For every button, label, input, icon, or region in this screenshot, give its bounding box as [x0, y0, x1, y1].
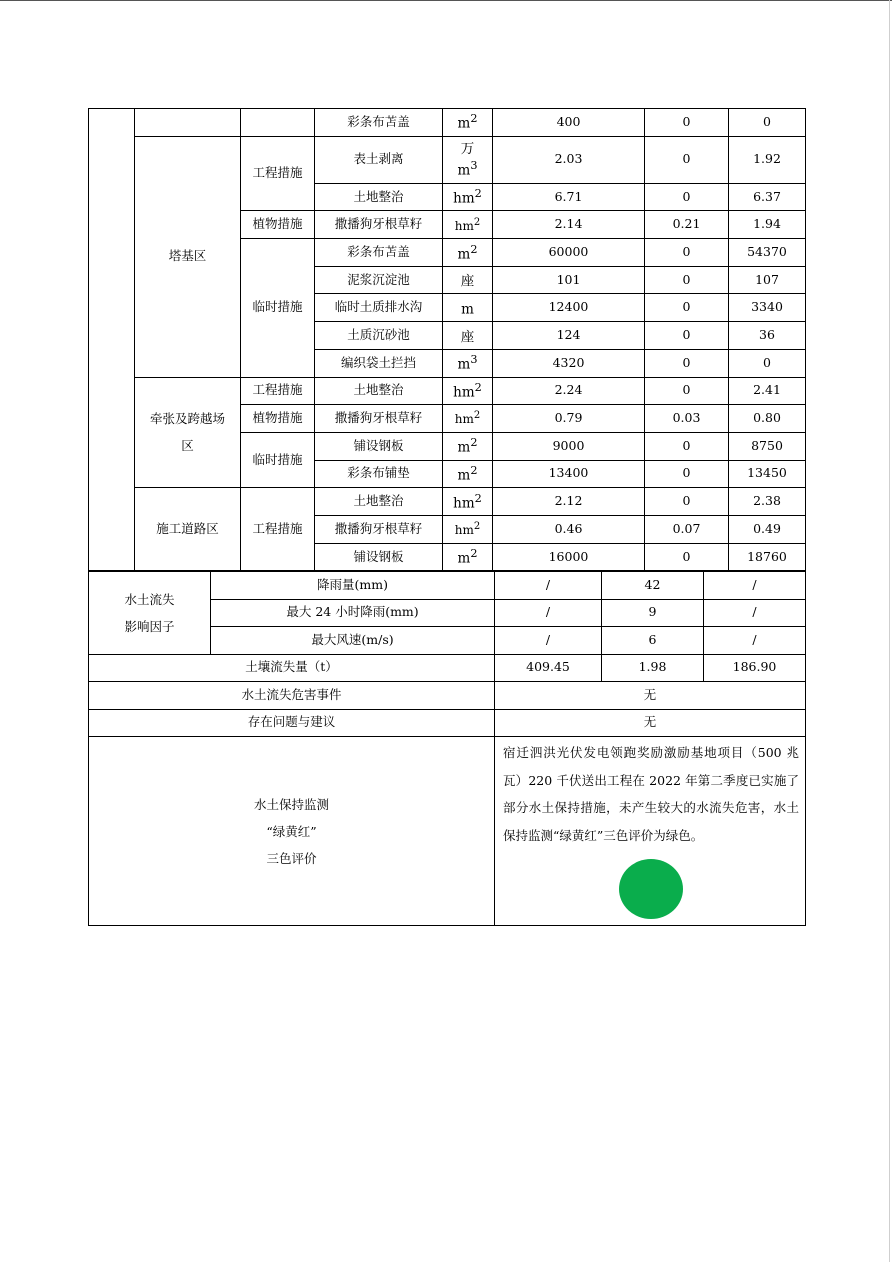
planned-value: 0.79 — [493, 405, 645, 433]
unit: $m^2$ — [443, 460, 493, 488]
cumulative-value: 1.92 — [729, 136, 806, 183]
issues-value: 无 — [495, 709, 806, 737]
monitoring-evaluation — [495, 737, 806, 926]
factor-value: / — [495, 572, 602, 600]
quarter-value: 0 — [645, 183, 729, 211]
measure-name: 土地整治 — [315, 377, 443, 405]
unit: $m^2$ — [443, 109, 493, 137]
monitoring-text: 宿迁泗洪光伏发电领跑奖励激励基地项目（500 兆瓦）220 千伏送出工程在 2022 年第二季度已实施了部分水土保持措施，未产生较大的水流失危害，水土保持监测“绿黄红”三色评价为绿色。 — [503, 745, 799, 843]
table-row — [89, 109, 806, 137]
unit: $hm^2$ — [443, 211, 493, 239]
monitoring-label: 水土保持监测 “绿黄红” 三色评价 — [89, 737, 495, 926]
soil-loss-value: 1.98 — [602, 654, 704, 682]
unit: $hm^2$ — [443, 515, 493, 543]
cumulative-value: 2.41 — [729, 377, 806, 405]
hazard-value: 无 — [495, 682, 806, 710]
issues-label: 存在问题与建议 — [89, 709, 495, 737]
factor-name: 降雨量(mm) — [211, 572, 495, 600]
factor-name: 最大风速(m/s) — [211, 627, 495, 655]
measure-name: 土质沉砂池 — [315, 322, 443, 350]
quarter-value: 0 — [645, 488, 729, 516]
summary-table — [88, 571, 806, 926]
quarter-value: 0 — [645, 543, 729, 571]
table-row — [89, 572, 806, 600]
measure-name: 铺设钢板 — [315, 543, 443, 571]
factor-value: 6 — [602, 627, 704, 655]
quarter-value: 0 — [645, 432, 729, 460]
unit: $hm^2$ — [443, 488, 493, 516]
table-row — [89, 737, 806, 926]
cumulative-value: 2.38 — [729, 488, 806, 516]
quarter-value: 0 — [645, 377, 729, 405]
cumulative-value: 0 — [729, 109, 806, 137]
quarter-value: 0 — [645, 239, 729, 267]
cumulative-value: 0.49 — [729, 515, 806, 543]
cumulative-value: 3340 — [729, 294, 806, 322]
measures-table — [88, 108, 806, 571]
measure-type: 工程措施 — [241, 136, 315, 211]
measure-type: 工程措施 — [241, 377, 315, 405]
unit: $hm^2$ — [443, 183, 493, 211]
quarter-value: 0 — [645, 294, 729, 322]
planned-value: 13400 — [493, 460, 645, 488]
planned-value: 2.24 — [493, 377, 645, 405]
factor-value: 9 — [602, 599, 704, 627]
measure-name: 土地整治 — [315, 488, 443, 516]
quarter-value: 0 — [645, 322, 729, 350]
quarter-value: 0.21 — [645, 211, 729, 239]
soil-loss-value: 186.90 — [704, 654, 806, 682]
measure-name: 彩条布苫盖 — [315, 109, 443, 137]
planned-value: 16000 — [493, 543, 645, 571]
planned-value: 2.14 — [493, 211, 645, 239]
planned-value: 2.03 — [493, 136, 645, 183]
quarter-value: 0.07 — [645, 515, 729, 543]
planned-value: 400 — [493, 109, 645, 137]
measure-name: 泥浆沉淀池 — [315, 266, 443, 294]
cumulative-value: 0 — [729, 349, 806, 377]
quarter-value: 0 — [645, 109, 729, 137]
quarter-value: 0 — [645, 460, 729, 488]
cumulative-value: 6.37 — [729, 183, 806, 211]
unit: $hm^2$ — [443, 405, 493, 433]
cumulative-value: 0.80 — [729, 405, 806, 433]
unit: $m^2$ — [443, 239, 493, 267]
measure-name: 彩条布苫盖 — [315, 239, 443, 267]
planned-value: 124 — [493, 322, 645, 350]
measure-name: 撒播狗牙根草籽 — [315, 211, 443, 239]
cumulative-value: 54370 — [729, 239, 806, 267]
zone-cell — [135, 109, 241, 137]
green-rating-indicator — [619, 859, 683, 919]
cumulative-value: 107 — [729, 266, 806, 294]
factors-label: 水土流失 影响因子 — [89, 572, 211, 655]
measure-type-cell — [241, 109, 315, 137]
table-row — [89, 654, 806, 682]
quarter-value: 0 — [645, 266, 729, 294]
planned-value: 0.46 — [493, 515, 645, 543]
cumulative-value: 1.94 — [729, 211, 806, 239]
unit: $m^2$ — [443, 432, 493, 460]
planned-value: 60000 — [493, 239, 645, 267]
page-right-rule — [889, 0, 890, 1262]
unit: $m^2$ — [443, 543, 493, 571]
measure-type: 植物措施 — [241, 405, 315, 433]
measure-name: 撒播狗牙根草籽 — [315, 515, 443, 543]
measure-type: 工程措施 — [241, 488, 315, 571]
cumulative-value: 13450 — [729, 460, 806, 488]
unit: 座 — [443, 266, 493, 294]
planned-value: 101 — [493, 266, 645, 294]
planned-value: 12400 — [493, 294, 645, 322]
measure-name: 表土剥离 — [315, 136, 443, 183]
factor-value: / — [495, 599, 602, 627]
measure-name: 撒播狗牙根草籽 — [315, 405, 443, 433]
quarter-value: 0 — [645, 349, 729, 377]
unit: 万 $m^3$ — [443, 136, 493, 183]
planned-value: 2.12 — [493, 488, 645, 516]
soil-loss-value: 409.45 — [495, 654, 602, 682]
cumulative-value: 18760 — [729, 543, 806, 571]
measure-name: 彩条布铺垫 — [315, 460, 443, 488]
hazard-label: 水土流失危害事件 — [89, 682, 495, 710]
table-row — [89, 488, 806, 516]
measure-type: 临时措施 — [241, 239, 315, 377]
table-row — [89, 709, 806, 737]
zone-name: 牵张及跨越场 区 — [135, 377, 241, 488]
factor-value: / — [495, 627, 602, 655]
zone-name: 塔基区 — [135, 136, 241, 377]
planned-value: 6.71 — [493, 183, 645, 211]
quarter-value: 0.03 — [645, 405, 729, 433]
quarter-value: 0 — [645, 136, 729, 183]
measure-type: 临时措施 — [241, 432, 315, 487]
unit: $hm^2$ — [443, 377, 493, 405]
page-top-rule — [0, 0, 892, 1]
unit: 座 — [443, 322, 493, 350]
section-label-cell — [89, 109, 135, 571]
zone-name: 施工道路区 — [135, 488, 241, 571]
measure-name: 铺设钢板 — [315, 432, 443, 460]
measure-name: 编织袋土拦挡 — [315, 349, 443, 377]
planned-value: 4320 — [493, 349, 645, 377]
cumulative-value: 36 — [729, 322, 806, 350]
cumulative-value: 8750 — [729, 432, 806, 460]
measure-name: 临时土质排水沟 — [315, 294, 443, 322]
planned-value: 9000 — [493, 432, 645, 460]
unit: m — [443, 294, 493, 322]
table-row — [89, 682, 806, 710]
measure-name: 土地整治 — [315, 183, 443, 211]
table-row — [89, 136, 806, 183]
factor-value: 42 — [602, 572, 704, 600]
factor-name: 最大 24 小时降雨(mm) — [211, 599, 495, 627]
measure-type: 植物措施 — [241, 211, 315, 239]
factor-value: / — [704, 572, 806, 600]
table-row — [89, 377, 806, 405]
soil-loss-label: 土壤流失量（t） — [89, 654, 495, 682]
unit: $m^3$ — [443, 349, 493, 377]
factor-value: / — [704, 599, 806, 627]
factor-value: / — [704, 627, 806, 655]
